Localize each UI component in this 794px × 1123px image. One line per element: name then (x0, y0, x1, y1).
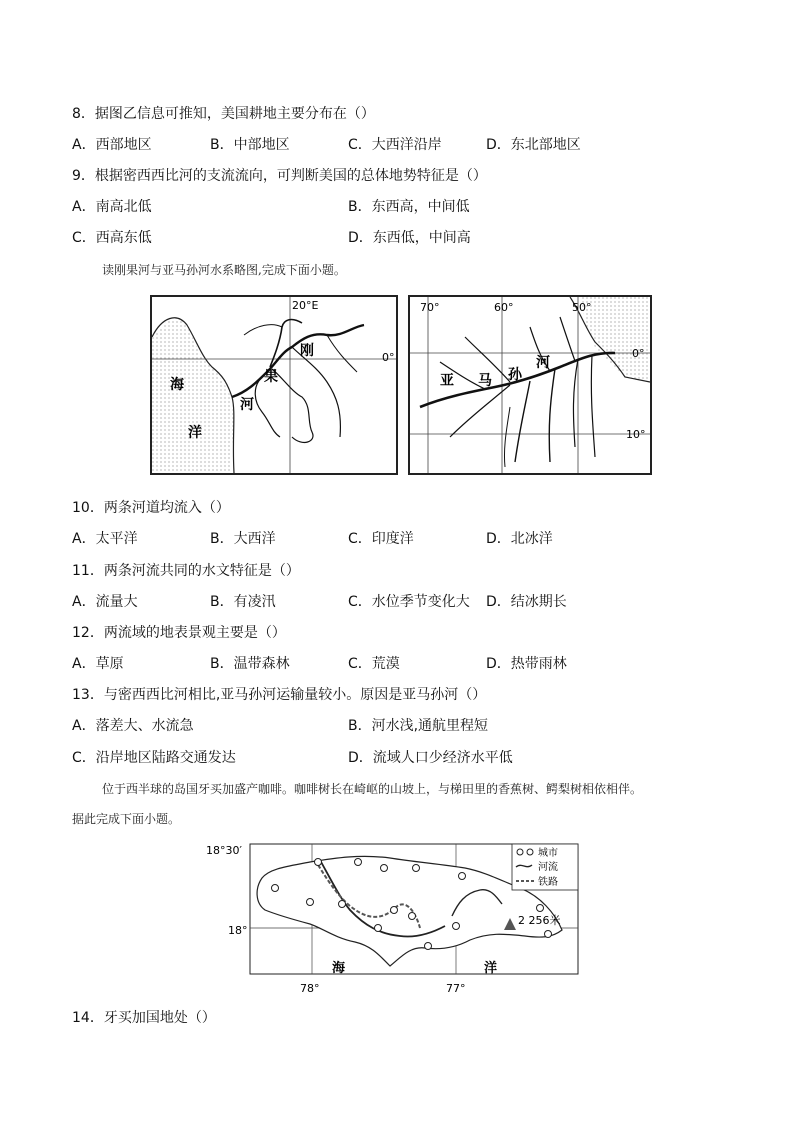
question-14-stem: 14．牙买加国地处（） (72, 1010, 216, 1026)
jamaica-lon-label-77: 77° (446, 982, 466, 995)
jamaica-lon-label-78: 78° (300, 982, 320, 995)
amazon-lat-label-10: 10° (626, 428, 646, 441)
amazon-river-char-1: 亚 (440, 373, 454, 389)
q11-option-b: B．有凌汛 (210, 594, 276, 610)
question-11-stem: 11．两条河流共同的水文特征是（） (72, 563, 300, 579)
congo-river-char-2: 果 (264, 369, 278, 385)
jamaica-peak-label: 2 256米 (518, 914, 561, 927)
congo-latitude-label: 0° (382, 351, 395, 364)
q9-option-b: B．东西高，中间低 (348, 199, 470, 215)
q11-option-c: C．水位季节变化大 (348, 594, 470, 610)
q12-option-d: D．热带雨林 (486, 656, 567, 672)
q12-option-b: B．温带森林 (210, 656, 290, 672)
legend-river-label: 河流 (538, 862, 558, 873)
congo-river-map (150, 295, 398, 475)
jamaica-sea-char-2: 洋 (484, 961, 498, 976)
intro-congo-amazon: 读刚果河与亚马孙河水系略图,完成下面小题。 (102, 263, 346, 277)
q13-option-b: B．河水浅,通航里程短 (348, 718, 489, 734)
amazon-river-char-3: 孙 (508, 367, 522, 383)
question-10-stem: 10．两条河道均流入（） (72, 500, 230, 516)
q8-option-b: B．中部地区 (210, 137, 290, 153)
jamaica-lat-label-18: 18° (228, 924, 248, 937)
q10-option-b: B．大西洋 (210, 531, 276, 547)
q9-option-c: C．西高东低 (72, 230, 152, 246)
congo-sea-char-1: 海 (170, 377, 184, 393)
q9-option-a: A．南高北低 (72, 199, 152, 215)
congo-sea-char-2: 洋 (188, 425, 202, 441)
q12-option-a: A．草原 (72, 656, 124, 672)
question-9-stem: 9．根据密西西比河的支流流向，可判断美国的总体地势特征是（） (72, 168, 487, 184)
amazon-lon-label-60: 60° (494, 301, 514, 314)
legend-railway-label: 铁路 (538, 877, 558, 888)
q13-option-d: D．流域人口少经济水平低 (348, 750, 513, 766)
amazon-river-char-2: 马 (478, 373, 492, 389)
amazon-lat-label-0: 0° (632, 347, 645, 360)
question-12-stem: 12．两流域的地表景观主要是（） (72, 625, 286, 641)
amazon-lon-label-50: 50° (572, 301, 592, 314)
intro-jamaica-line-2: 据此完成下面小题。 (72, 812, 181, 826)
q8-option-c: C．大西洋沿岸 (348, 137, 442, 153)
intro-jamaica-line-1: 位于西半球的岛国牙买加盛产咖啡。咖啡树长在崎岖的山坡上，与梯田里的香蕉树、鳄梨树相依相伴。 (102, 782, 643, 796)
jamaica-map (200, 838, 590, 998)
q11-option-a: A．流量大 (72, 594, 138, 610)
congo-longitude-label: 20°E (292, 299, 319, 312)
jamaica-sea-char-1: 海 (332, 961, 346, 976)
congo-river-char-1: 刚 (300, 343, 314, 359)
q9-option-d: D．东西低，中间高 (348, 230, 471, 246)
question-8-stem: 8．据图乙信息可推知，美国耕地主要分布在（） (72, 106, 375, 122)
q13-option-a: A．落差大、水流急 (72, 718, 194, 734)
question-13-stem: 13．与密西西比河相比,亚马孙河运输量较小。原因是亚马孙河（） (72, 687, 487, 703)
q8-option-a: A．西部地区 (72, 137, 152, 153)
jamaica-lat-label-1830: 18°30′ (206, 844, 242, 857)
q11-option-d: D．结冰期长 (486, 594, 567, 610)
amazon-river-char-4: 河 (536, 355, 550, 371)
congo-river-char-3: 河 (240, 397, 254, 413)
q10-option-d: D．北冰洋 (486, 531, 553, 547)
q8-option-d: D．东北部地区 (486, 137, 581, 153)
amazon-lon-label-70: 70° (420, 301, 440, 314)
legend-city-label: 城市 (538, 848, 558, 859)
q10-option-c: C．印度洋 (348, 531, 414, 547)
q13-option-c: C．沿岸地区陆路交通发达 (72, 750, 236, 766)
amazon-river-map (408, 295, 652, 475)
q12-option-c: C．荒漠 (348, 656, 400, 672)
q10-option-a: A．太平洋 (72, 531, 138, 547)
